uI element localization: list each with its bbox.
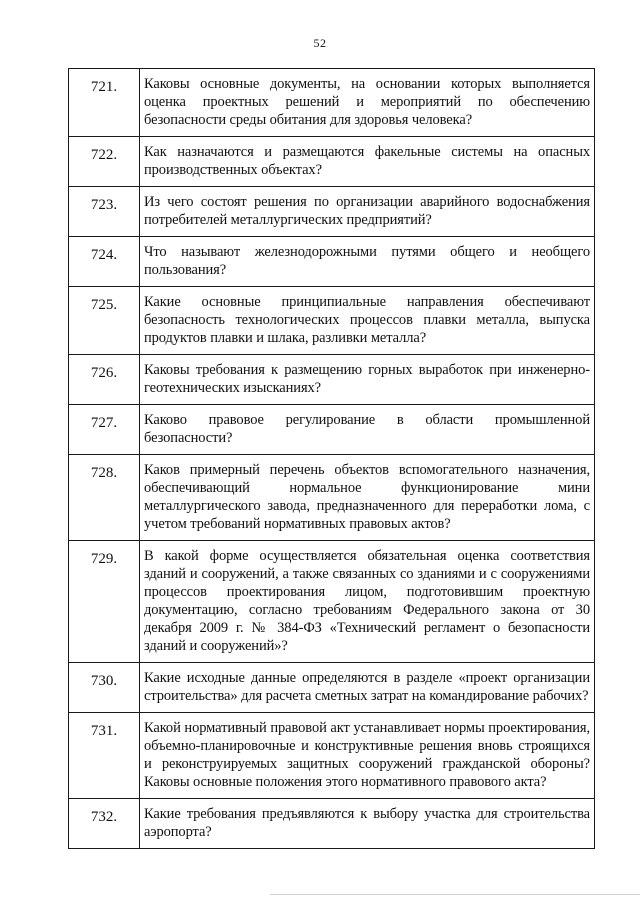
scan-edge-line [270, 894, 640, 895]
question-number: 730. [69, 663, 140, 713]
question-text: Что называют железнодорожными путями общего и необщего пользования? [140, 237, 595, 287]
question-text: В какой форме осуществляется обязательная оценка соответствия зданий и сооружений, а также связанных со зданиями и с сооружениями процессов проектирования лицом, подготовившим проектную документацию, согласно требованиям Федерального закона от 30 декабря 2009 г. № 384-ФЗ «Технический регламент о безопасности зданий и сооружений»? [140, 541, 595, 663]
table-row [69, 455, 595, 541]
question-number: 732. [69, 799, 140, 849]
table-row [69, 237, 595, 287]
table-row [69, 355, 595, 405]
question-number: 726. [69, 355, 140, 405]
question-text: Каков примерный перечень объектов вспомогательного назначения, обеспечивающий нормальное функционирование мини металлургического завода, предназначенного для переработки лома, с учетом требований нормативных правовых актов? [140, 455, 595, 541]
table-row [69, 541, 595, 663]
table-row [69, 287, 595, 355]
page-number: 52 [313, 36, 327, 50]
question-number: 727. [69, 405, 140, 455]
question-text: Какие исходные данные определяются в разделе «проект организации строительства» для расчета сметных затрат на командирование рабочих? [140, 663, 595, 713]
question-text: Каковы основные документы, на основании которых выполняется оценка проектных решений и мероприятий по обеспечению безопасности среды обитания для здоровья человека? [140, 69, 595, 137]
question-number: 731. [69, 713, 140, 799]
table-row [69, 69, 595, 137]
question-text: Каково правовое регулирование в области промышленной безопасности? [140, 405, 595, 455]
questions-table [68, 68, 595, 849]
question-number: 723. [69, 187, 140, 237]
question-number: 725. [69, 287, 140, 355]
table-row [69, 137, 595, 187]
question-text: Каковы требования к размещению горных выработок при инженерно-геотехнических изысканиях? [140, 355, 595, 405]
table-row [69, 187, 595, 237]
question-text: Как назначаются и размещаются факельные системы на опасных производственных объектах? [140, 137, 595, 187]
question-number: 721. [69, 69, 140, 137]
table-row [69, 713, 595, 799]
question-text: Какие требования предъявляются к выбору участка для строительства аэропорта? [140, 799, 595, 849]
question-text: Какой нормативный правовой акт устанавливает нормы проектирования, объемно-планировочные и конструктивные решения вновь строящихся и реконструируемых защитных сооружений гражданской обороны? Каковы основные положения этого нормативного правового акта? [140, 713, 595, 799]
question-number: 722. [69, 137, 140, 187]
table-row [69, 663, 595, 713]
table-row [69, 405, 595, 455]
question-text: Из чего состоят решения по организации аварийного водоснабжения потребителей металлургических предприятий? [140, 187, 595, 237]
question-number: 728. [69, 455, 140, 541]
question-number: 729. [69, 541, 140, 663]
question-text: Какие основные принципиальные направления обеспечивают безопасность технологических процессов плавки металла, выпуска продуктов плавки и шлака, разливки металла? [140, 287, 595, 355]
table-row [69, 799, 595, 849]
question-number: 724. [69, 237, 140, 287]
